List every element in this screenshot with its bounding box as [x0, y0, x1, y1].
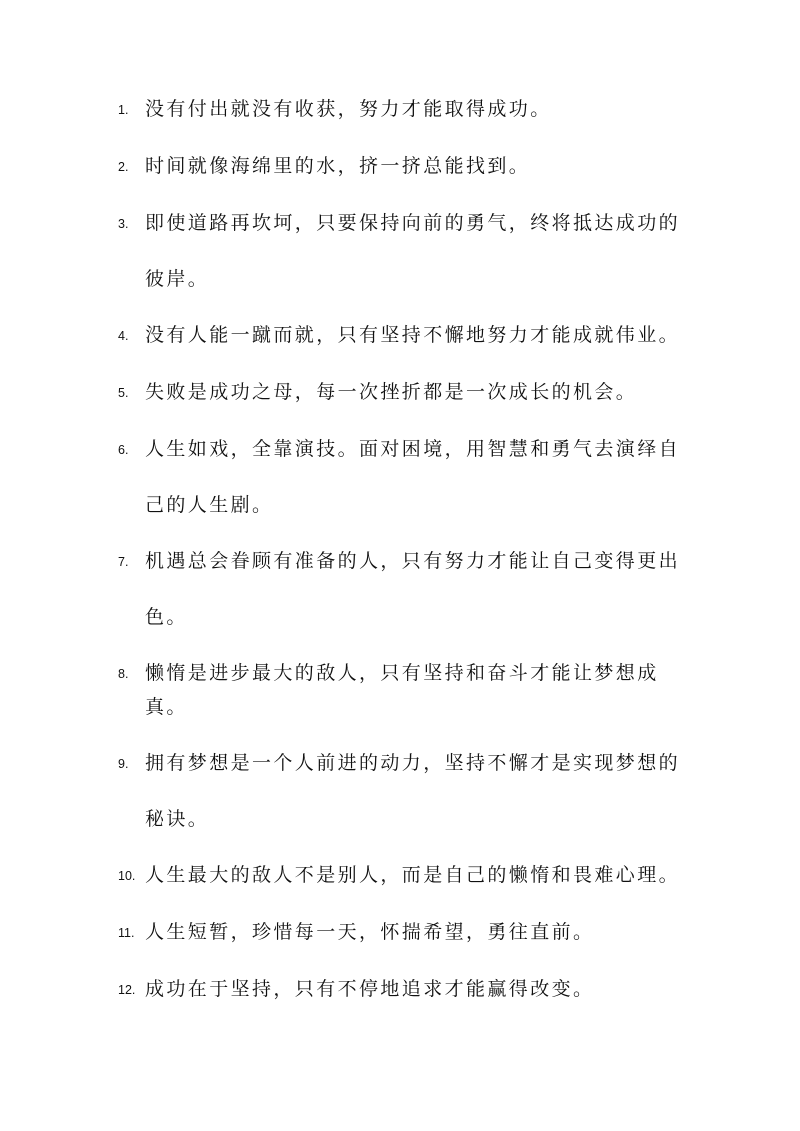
list-text: 成功在于坚持，只有不停地追求才能赢得改变。: [145, 978, 595, 1000]
list-text: 机遇总会眷顾有准备的人，只有努力才能让自己变得更出色。: [145, 550, 681, 628]
list-item: [118, 432, 688, 533]
list-number: 3.: [118, 217, 129, 231]
list-item: [118, 915, 688, 950]
list-text: 拥有梦想是一个人前进的动力，坚持不懈才是实现梦想的秘诀。: [145, 752, 681, 830]
list-item: [118, 656, 688, 724]
list-text: 失败是成功之母，每一次挫折都是一次成长的机会。: [145, 381, 638, 403]
list-number: 9.: [118, 757, 129, 771]
list-number: 6.: [118, 443, 129, 457]
list-item: [118, 149, 688, 184]
list-text: 没有付出就没有收获，努力才能取得成功。: [145, 98, 552, 120]
list-number: 10.: [118, 869, 136, 883]
list-item: [118, 544, 688, 645]
list-text: 没有人能一蹴而就，只有坚持不懈地努力才能成就伟业。: [145, 324, 681, 346]
list-item: [118, 972, 688, 1007]
list-item: [118, 375, 688, 410]
list-item: [118, 746, 688, 847]
list-text: 时间就像海绵里的水，挤一挤总能找到。: [145, 155, 531, 177]
list-item: [118, 206, 688, 307]
list-text: 懒惰是进步最大的敌人，只有坚持和奋斗才能让梦想成真。: [145, 662, 659, 718]
list-text: 人生最大的敌人不是别人，而是自己的懒惰和畏难心理。: [145, 864, 681, 886]
list-number: 4.: [118, 329, 129, 343]
list-item: [118, 858, 688, 893]
list-text: 即使道路再坎坷，只要保持向前的勇气，终将抵达成功的彼岸。: [145, 212, 681, 290]
list-number: 5.: [118, 386, 129, 400]
list-text: 人生短暂，珍惜每一天，怀揣希望，勇往直前。: [145, 921, 595, 943]
quote-list: [118, 92, 688, 1029]
list-item: [118, 92, 688, 127]
list-number: 1.: [118, 103, 129, 117]
list-number: 2.: [118, 160, 129, 174]
list-text: 人生如戏，全靠演技。面对困境，用智慧和勇气去演绎自己的人生剧。: [145, 438, 681, 516]
list-item: [118, 318, 688, 353]
list-number: 12.: [118, 983, 136, 997]
list-number: 11.: [118, 926, 135, 940]
list-number: 7.: [118, 555, 129, 569]
list-number: 8.: [118, 667, 129, 681]
